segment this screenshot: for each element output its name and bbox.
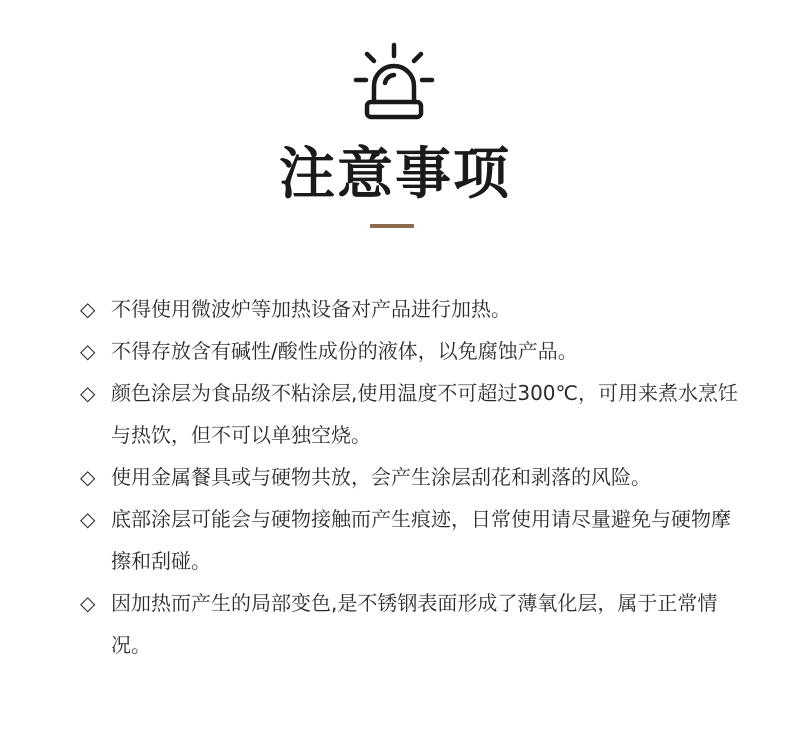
notice-text: 使用金属餐具或与硬物共放，会产生涂层刮花和剥落的风险。 xyxy=(111,465,651,489)
list-item xyxy=(80,372,740,456)
list-item xyxy=(80,330,740,372)
diamond-bullet-icon: ◇ xyxy=(80,381,96,405)
notice-text: 底部涂层可能会与硬物接触而产生痕迹，日常使用请尽量避免与硬物摩擦和刮碰。 xyxy=(111,507,731,573)
alarm-light-icon xyxy=(352,42,436,122)
list-item xyxy=(80,288,740,330)
diamond-bullet-icon: ◇ xyxy=(80,339,96,363)
list-item xyxy=(80,582,740,666)
list-item xyxy=(80,456,740,498)
notice-text: 不得存放含有碱性/酸性成份的液体，以免腐蚀产品。 xyxy=(111,339,578,363)
title-underline xyxy=(370,224,414,228)
diamond-bullet-icon: ◇ xyxy=(80,297,96,321)
notice-text: 因加热而产生的局部变色,是不锈钢表面形成了薄氧化层，属于正常情况。 xyxy=(111,591,718,657)
notice-text: 不得使用微波炉等加热设备对产品进行加热。 xyxy=(111,297,511,321)
notice-text: 颜色涂层为食品级不粘涂层,使用温度不可超过300℃，可用来煮水烹饪与热饮，但不可以单独空烧。 xyxy=(111,381,738,447)
diamond-bullet-icon: ◇ xyxy=(80,507,96,531)
diamond-bullet-icon: ◇ xyxy=(80,591,96,615)
diamond-bullet-icon: ◇ xyxy=(80,465,96,489)
notice-list xyxy=(80,288,740,666)
page-title: 注意事项 xyxy=(279,142,511,207)
list-item xyxy=(80,498,740,582)
